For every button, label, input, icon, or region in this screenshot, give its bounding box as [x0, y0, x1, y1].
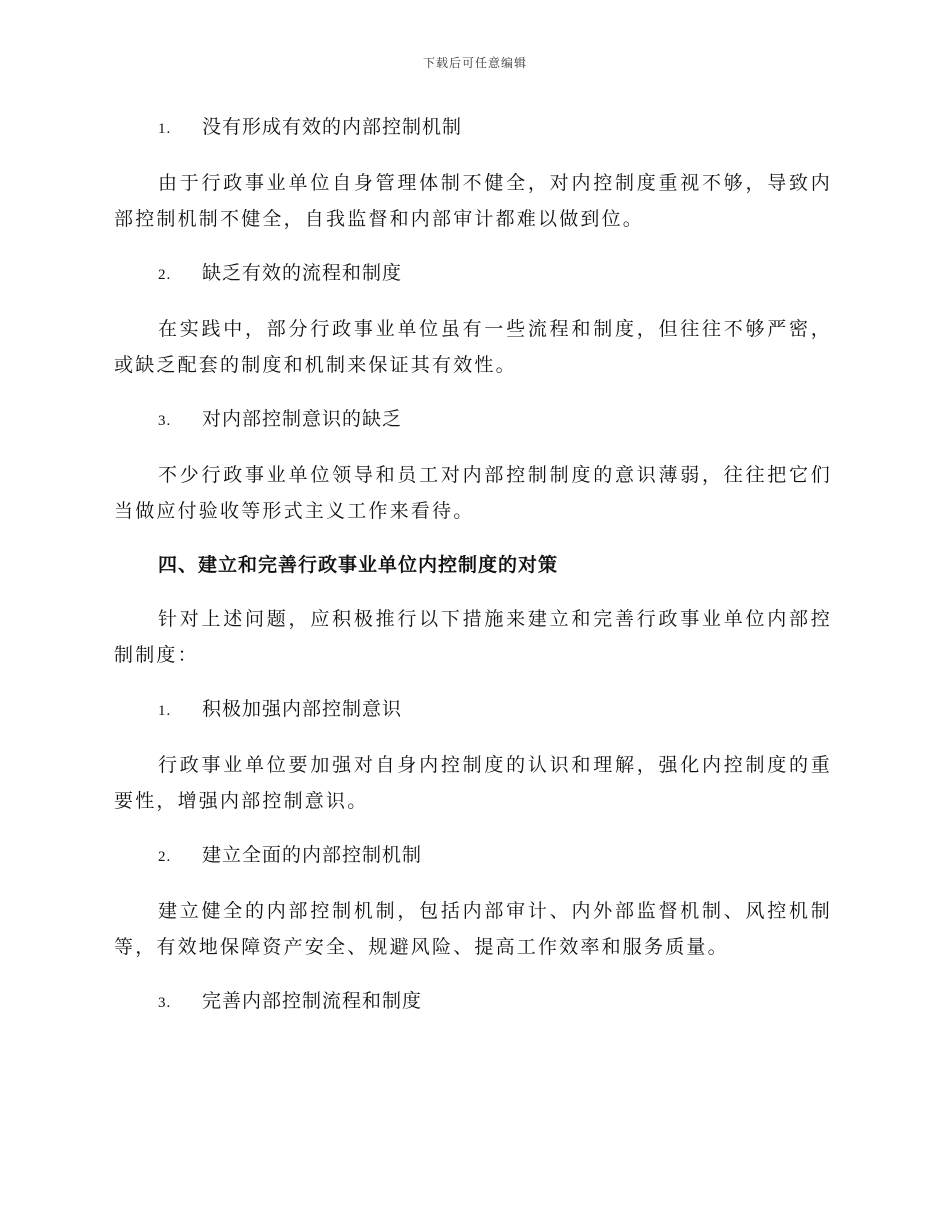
- list-number: 2.: [158, 267, 172, 283]
- paragraph: 建立健全的内部控制机制，包括内部审计、内外部监督机制、风控机制等，有效地保障资产安全、规避风险、提高工作效率和服务质量。: [114, 900, 832, 958]
- page-header: 下载后可任意编辑: [422, 56, 527, 70]
- list-item-lack-process: [114, 255, 832, 293]
- list-item-title: 积极加强内部控制意识: [202, 698, 403, 720]
- paragraph: 针对上述问题，应积极推行以下措施来建立和完善行政事业单位内部控制制度：: [114, 608, 832, 666]
- list-number: 1.: [158, 703, 172, 719]
- list-item-improve-process: [114, 983, 832, 1021]
- list-item-lack-awareness: [114, 401, 832, 439]
- document-body: [114, 109, 832, 1039]
- list-item-strengthen-awareness: [114, 691, 832, 729]
- list-number: 3.: [158, 995, 172, 1011]
- section-heading: 四、建立和完善行政事业单位内控制度的对策: [158, 554, 559, 576]
- paragraph: 由于行政事业单位自身管理体制不健全，对内控制度重视不够，导致内部控制机制不健全，自我监督和内部审计都难以做到位。: [114, 172, 832, 230]
- paragraph: 在实践中，部分行政事业单位虽有一些流程和制度，但往往不够严密，或缺乏配套的制度和机制来保证其有效性。: [114, 318, 832, 376]
- list-item-lack-effective-mechanism: [114, 109, 832, 147]
- paragraph: 行政事业单位要加强对自身内控制度的认识和理解，强化内控制度的重要性，增强内部控制意识。: [114, 754, 832, 812]
- list-item-title: 没有形成有效的内部控制机制: [202, 116, 463, 138]
- list-number: 1.: [158, 121, 172, 137]
- list-item-title: 完善内部控制流程和制度: [202, 990, 423, 1012]
- list-number: 2.: [158, 849, 172, 865]
- list-item-build-mechanism: [114, 837, 832, 875]
- list-number: 3.: [158, 413, 172, 429]
- list-item-title: 缺乏有效的流程和制度: [202, 262, 403, 284]
- list-item-title: 对内部控制意识的缺乏: [202, 408, 403, 430]
- list-item-title: 建立全面的内部控制机制: [202, 844, 423, 866]
- paragraph: 不少行政事业单位领导和员工对内部控制制度的意识薄弱，往往把它们当做应付验收等形式主义工作来看待。: [114, 464, 832, 522]
